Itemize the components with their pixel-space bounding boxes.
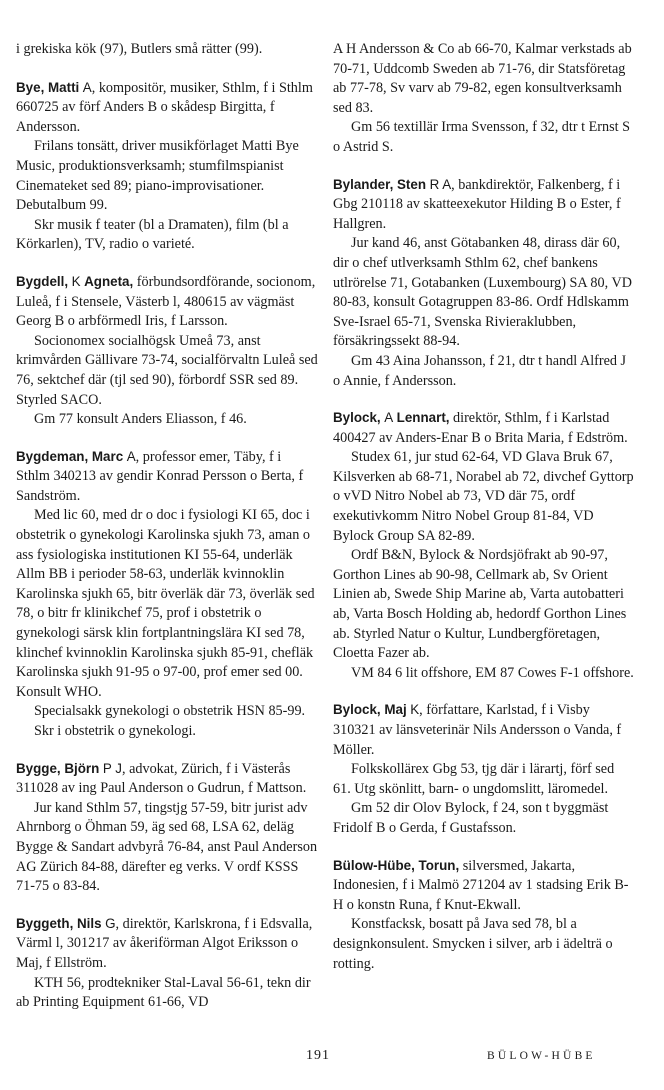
entry-head [16, 759, 318, 799]
page-number: 191 [306, 1048, 330, 1063]
entry-initials: K [410, 702, 420, 718]
entry-paragraph: Gm 77 konsult Anders Eliasson, f 46. [34, 411, 247, 428]
entry-surname: Bygge, Björn [16, 760, 100, 776]
entry-paragraph: Ordf B&N, Bylock & Nordsjöfrakt ab 90-97, Gorthon Lines ab 90-98, Cellmark ab, Sv Orient Linien ab, Swede Ship Marine ab, Varta autobatteri ab, Varta Bosch Holding ab, hedordf Gorthon Lines ab. Styrled Natur o Kultur, Lundbergföretagen, Cloetta Fazer ab. [333, 547, 627, 662]
entry-initials: A [126, 448, 136, 464]
entry-paragraph: Jur kand 46, anst Götabanken 48, dirass där 60, dir o chef utlverksamh Sthlm 62, chef bankens utlrörelse 71, Gotabanken (Luxembourg) SA 80, VD 80-83, konsult Gotagruppen 83-86. Ordf Hdlskamm Sve-Israel 65-71, Svenska Rivieraklubben, försäkringssekt 88-94. [333, 235, 632, 350]
entry-paragraph: Gm 52 dir Olov Bylock, f 24, son t byggmäst Fridolf B o Gerda, f Gustafsson. [333, 800, 609, 836]
entry-initials: P J [102, 760, 122, 776]
entry-head-text: , advokat, Zürich, f i Västerås 311028 av ing Paul Anderson o Gudrun, f Mattson. [16, 760, 307, 797]
entry-paragraph: Socionomex socialhögsk Umeå 73, anst krimvården Gällivare 73-74, socialförvaltn Luleå sed 76, sektchef där (tjl sed 90), förbordf SSR sed 89. Styrled SACO. [16, 332, 318, 408]
entry-paragraph: Skr i obstetrik o gynekologi. [34, 723, 196, 739]
entry-head-text: , bankdirektör, Falkenberg, f i Gbg 210118 av skatteexekutor Hilding B o Ester, f Hallgren. [333, 176, 621, 232]
right-column [333, 40, 635, 991]
entry-paragraph: Konstfacksk, bosatt på Java sed 78, bl a designkonsulent. Smycken i silver, arb i ädelträ o rotting. [333, 916, 613, 972]
entry-paragraph: VM 84 6 lit offshore, EM 87 Cowes F-1 offshore. [351, 664, 634, 681]
entry-paragraph: Studex 61, jur stud 62-64, VD Glava Bruk 67, Kilsverken ab 68-71, Norabel ab 72, divchef Gyttorp o vVD Nitro Nobel ab 73, VD där 75, ordf exekutivkomm Nitro Nobel Group 81-84, VD Bylock Group SA 82-89. [333, 449, 634, 544]
entry-surname: Bülow-Hübe, Torun, [333, 857, 460, 873]
entry-bygdell-agneta [16, 272, 318, 430]
entry-paragraph: Jur kand Sthlm 57, tingstjg 57-59, bitr jurist adv Ahrnborg o Öhman 59, äg sed 68, LSA 62, deläg Bygge & Sandart advbyrå 76-84, anst Paul Anderson AG Zürich 84-88, därefter eg verks. V ordf KSSS 71-75 o 83-84. [16, 799, 318, 895]
entry-initials: A [82, 79, 92, 95]
entry-head-text: , författare, Karlstad, f i Visby 310321 av länsveterinär Nils Andersson o Vanda, f Möller. [333, 702, 622, 758]
entry-surname: Bylock, Maj [333, 702, 407, 718]
entry-bylock-lennart [333, 408, 635, 683]
entry-surname: Bylock, [333, 410, 381, 426]
entry-surname: Bygdell, [16, 273, 69, 289]
entry-head-text: silversmed, Jakarta, Indonesien, f i Malmö 271204 av 1 stadsing Erik B-H o konstn Runa, f Knut-Ekwall. [333, 857, 629, 913]
entry-initials: K [71, 273, 81, 289]
carryover-paragraph: Gm 56 textillär Irma Svensson, f 32, dtr t Ernst S o Astrid S. [333, 119, 630, 155]
entry-paragraph: Folkskollärex Gbg 53, tjg där i lärartj, förf sed 61. Utg skönlitt, barn- o ungdomslitt, läromedel. [333, 761, 615, 797]
entry-paragraph: Gm 43 Aina Johansson, f 21, dtr t handl Alfred J o Annie, f Andersson. [333, 352, 627, 389]
entry-head-text: , direktör, Karlskrona, f i Edsvalla, Värml l, 301217 av åkeriförman Algot Eriksson o Maj, f Ellström. [16, 915, 313, 971]
left-column [16, 40, 318, 1030]
entry-head [16, 272, 318, 332]
entry-byggeth-continued [333, 40, 635, 158]
entry-paragraph: KTH 56, prodtekniker Stal-Laval 56-61, tekn dir ab Printing Equipment 61-66, VD [16, 974, 311, 1011]
entry-paragraph: Frilans tonsätt, driver musikförlaget Matti Bye Music, produktionsverksamh; stumfilmspianist Cinemateket sed 89; piano-improvisationer. Debutalbum 99. [16, 138, 299, 214]
entry-bygdeman-marc [16, 447, 318, 742]
entry-surname: Bye, Matti [16, 79, 80, 95]
entry-head [333, 856, 635, 916]
entry-head-text: , kompositör, musiker, Sthlm, f i Sthlm 660725 av förf Anders B o skådesp Birgitta, f Andersson. [16, 79, 313, 135]
entry-initials: A [384, 410, 394, 426]
carryover-paragraph: A H Andersson & Co ab 66-70, Kalmar verkstads ab 70-71, Uddcomb Sweden ab 71-76, dir Statsföretag ab 77-78, Sv varv ab 79-82, egen konsultverksamh sed 83. [333, 41, 632, 116]
entry-initials: R A [429, 176, 452, 192]
entry-byggeth-nils [16, 914, 318, 1013]
entry-head [16, 78, 318, 138]
entry-paragraph: Skr musik f teater (bl a Dramaten), film (bl a Körkarlen), TV, radio o varieté. [16, 216, 289, 253]
entry-bygge-bjorn [16, 759, 318, 897]
entry-given-name: Lennart, [396, 410, 450, 426]
entry-paragraph: Specialsakk gynekologi o obstetrik HSN 85-99. [34, 703, 306, 720]
entry-surname: Bygdeman, Marc [16, 448, 124, 464]
entry-bye-matti [16, 78, 318, 255]
entry-surname: Byggeth, Nils [16, 915, 102, 931]
entry-head-text: direktör, Sthlm, f i Karlstad 400427 av Anders-Enar B o Brita Maria, f Edström. [333, 410, 628, 446]
entry-head-text: förbundsordförande, socionom, Luleå, f i Stensele, Västerb l, 480615 av vägmäst Georg B o arbförmedl Iris, f Larsson. [16, 273, 316, 330]
entry-bylander-sten [333, 175, 635, 392]
running-head: BÜLOW-HÜBE [487, 1050, 596, 1062]
entry-head [333, 408, 635, 448]
entry-initials: G [105, 915, 116, 931]
entry-head [16, 914, 318, 974]
entry-head [16, 447, 318, 507]
entry-head [333, 175, 635, 235]
carryover-text: i grekiska kök (97), Butlers små rätter (99). [16, 41, 263, 57]
entry-head [333, 700, 635, 760]
entry-bylock-maj [333, 700, 635, 838]
entry-paragraph: Med lic 60, med dr o doc i fysiologi KI 65, doc i obstetrik o gynekologi Karolinska sjukh 73, aman o ass fysiologiska institutionen KI 55-64, underläk Allm BB i perioder 58-63, underläk kvinnoklin Karolinska sjukh 65, bitr överläk där 73, överläk sed 78, o bitr fr klinikchef 75, prof i obstetrik o gynekologi särsk klin fortplantningslära KI sed 78, klinchef kvinnoklin Karolinska sjukh 85-91, chefläk Karolinska sjukh 91-95 o 97-00, prof emer sed 00. Konsult WHO. [16, 507, 315, 700]
entry-bulow-hube-torun [333, 856, 635, 975]
entry-given-name: Agneta, [84, 273, 134, 289]
entry-head-text: , professor emer, Täby, f i Sthlm 340213 av gendir Konrad Persson o Berta, f Sandström. [16, 448, 304, 504]
entry-surname: Bylander, Sten [333, 176, 427, 192]
